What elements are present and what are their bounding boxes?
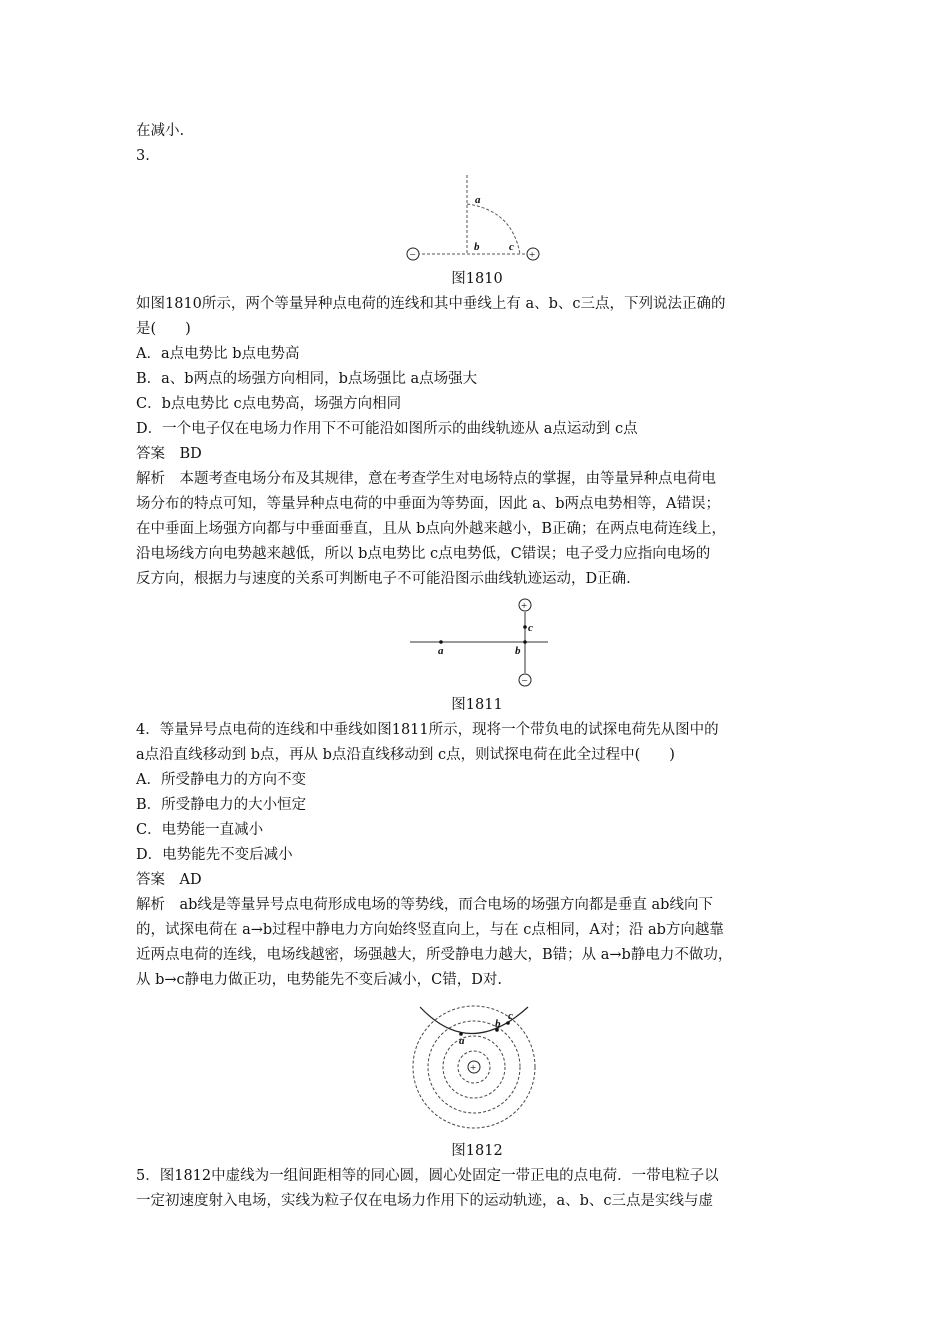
figure-caption: 图1812 [451,1143,503,1159]
negative-charge-sign: − [409,249,416,261]
point-a [439,640,443,644]
option-a: A．a点电势比 b点电势高 [136,346,300,362]
figure-1812 [400,1000,550,1140]
explanation-line: 解析 本题考查电场分布及其规律，意在考查学生对电场特点的掌握，由等量异种点电荷电 [136,471,716,487]
positive-charge-sign: + [529,249,536,261]
question-line: 一定初速度射入电场，实线为粒子仅在电场力作用下的运动轨迹，a、b、c三点是实线与虚 [136,1193,714,1209]
point-b [523,640,527,644]
explanation-line: 的，试探电荷在 a→b过程中静电力方向始终竖直向上，与在 c点相同，A对；沿 ab方向越靠 [136,922,724,938]
question-number: 3. [136,148,150,164]
explanation-line: 近两点电荷的连线，电场线越密，场强越大，所受静电力越大，B错；从 a→b静电力不做功， [136,947,733,963]
label-b: b [474,241,480,253]
positive-charge-sign: + [470,1062,477,1074]
label-c: c [508,1010,513,1022]
text-line: 是( ) [136,321,191,337]
label-b: b [515,645,521,657]
option-c: C．b点电势比 c点电势高，场强方向相同 [136,396,402,412]
positive-charge-sign: + [521,600,528,612]
figure-caption: 图1810 [451,271,503,287]
label-c: c [509,241,514,253]
explanation-line: 从 b→c静电力做正功，电势能先不变后减小，C错，D对. [136,972,502,988]
question-line: 4．等量异号点电荷的连线和中垂线如图1811所示，现将一个带负电的试探电荷先从图中的 [136,722,719,738]
label-a: a [459,1035,465,1047]
point-c [523,625,527,629]
answer: 答案 AD [136,872,202,888]
option-b: B．a、b两点的场强方向相同，b点场强比 a点场强大 [136,371,478,387]
question-line: a点沿直线移动到 b点，再从 b点沿直线移动到 c点，则试探电荷在此全过程中( ) [136,747,675,763]
figure-1810 [400,170,550,265]
negative-charge-sign: − [521,675,528,687]
option-b: B．所受静电力的大小恒定 [136,797,307,813]
explanation-line: 在中垂面上场强方向都与中垂面垂直，且从 b点向外越来越小，B正确；在两点电荷连线上， [136,521,727,537]
figure-caption: 图1811 [451,697,503,713]
option-a: A．所受静电力的方向不变 [136,772,306,788]
option-c: C．电势能一直减小 [136,822,264,838]
figure-1811 [405,596,555,691]
label-b: b [495,1018,501,1030]
question-line: 5．图1812中虚线为一组间距相等的同心圆，圆心处固定一带正电的点电荷．一带电粒子以 [136,1168,719,1184]
label-a: a [438,645,444,657]
explanation-line: 场分布的特点可知，等量异种点电荷的中垂面为等势面，因此 a、b两点电势相等，A错误； [136,496,721,512]
text-line: 在减小. [136,123,185,139]
text-line: 如图1810所示，两个等量异种点电荷的连线和其中垂线上有 a、b、c三点，下列说法正确的 [136,296,726,312]
option-d: D．电势能先不变后减小 [136,847,293,863]
explanation-line: 反方向，根据力与速度的关系可判断电子不可能沿图示曲线轨迹运动，D正确. [136,571,631,587]
explanation-line: 沿电场线方向电势越来越低，所以 b点电势比 c点电势低，C错误；电子受力应指向电场的 [136,546,711,562]
option-d: D．一个电子仅在电场力作用下不可能沿如图所示的曲线轨迹从 a点运动到 c点 [136,421,638,437]
answer: 答案 BD [136,446,202,462]
label-a: a [475,194,481,206]
explanation-line: 解析 ab线是等量异号点电荷形成电场的等势线，而合电场的场强方向都是垂直 ab线向下 [136,897,713,913]
label-c: c [528,622,533,634]
